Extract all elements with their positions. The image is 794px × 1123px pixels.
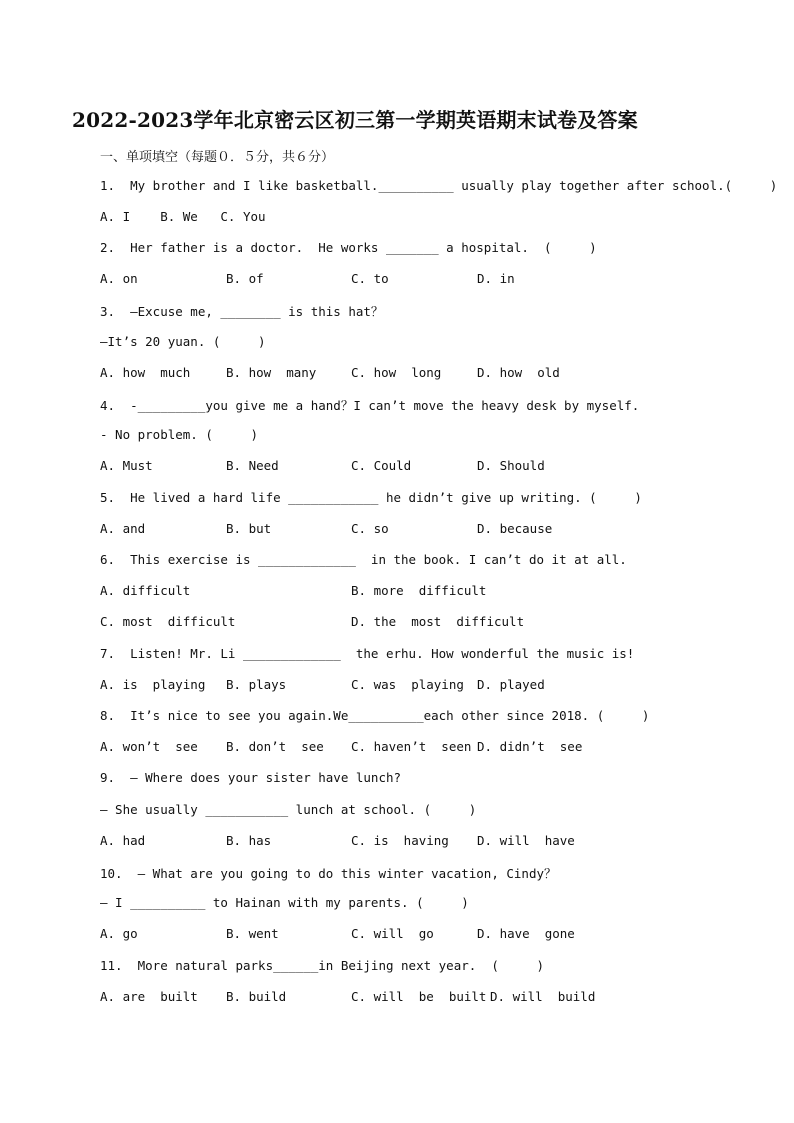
option-a: A. are built	[100, 989, 198, 1004]
option-a: A. and	[100, 521, 146, 536]
option-c: C. Could	[351, 458, 412, 473]
question-11: 11. More natural parks______in Beijing next year. ( )	[100, 958, 545, 973]
option-d: D. Should	[477, 458, 545, 473]
question-9-reply: — She usually ___________ lunch at school. ( )	[100, 802, 477, 817]
option-b: B. how many	[226, 365, 317, 380]
option-b: B. more difficult	[351, 583, 487, 598]
option-d: D. how old	[477, 365, 560, 380]
page-title: 2022-2023学年北京密云区初三第一学期英语期末试卷及答案	[72, 108, 638, 132]
option-d: D. because	[477, 521, 553, 536]
option-b: B. of	[226, 271, 264, 286]
option-d: D. didn’t see	[477, 739, 583, 754]
option-a: A. is playing	[100, 677, 206, 692]
option-b: B. but	[226, 521, 272, 536]
question-7: 7. Listen! Mr. Li _____________ the erhu. How wonderful the music is!	[100, 646, 635, 661]
question-5: 5. He lived a hard life ____________ he didn’t give up writing. ( )	[100, 490, 642, 505]
option-a: A. how much	[100, 365, 191, 380]
question-4-reply: - No problem. ( )	[100, 427, 259, 442]
question-6: 6. This exercise is _____________ in the book. I can’t do it at all.	[100, 552, 627, 567]
question-8: 8. It’s nice to see you again.We__________each other since 2018. ( )	[100, 708, 650, 723]
option-b: B. has	[226, 833, 272, 848]
option-b: B. don’t see	[226, 739, 324, 754]
option-c: C. to	[351, 271, 389, 286]
question-3-reply: —It’s 20 yuan. ( )	[100, 334, 266, 349]
question-10: 10. — What are you going to do this winter vacation, Cindy？	[100, 866, 557, 881]
option-c: C. how long	[351, 365, 442, 380]
option-c: C. haven’t seen	[351, 739, 472, 754]
question-1: 1. My brother and I like basketball.__________ usually play together after school.( )	[100, 178, 778, 193]
option-d: D. will build	[490, 989, 596, 1004]
section-heading: 一、单项填空（每题０．５分，共６分）	[100, 150, 335, 165]
option-a: A. Must	[100, 458, 153, 473]
option-c: C. most difficult	[100, 614, 236, 629]
option-c: C. will go	[351, 926, 434, 941]
option-a: A. on	[100, 271, 138, 286]
option-d: D. in	[477, 271, 515, 286]
option-d: D. will have	[477, 833, 575, 848]
option-d: D. the most difficult	[351, 614, 525, 629]
option-c: C. was playing	[351, 677, 464, 692]
question-4: 4. -_________you give me a hand？I can’t move the heavy desk by myself.	[100, 398, 640, 413]
option-d: D. have gone	[477, 926, 575, 941]
option-c: C. so	[351, 521, 389, 536]
option-b: B. build	[226, 989, 287, 1004]
question-3: 3. —Excuse me, ________ is this hat？	[100, 304, 384, 319]
option-b: B. Need	[226, 458, 279, 473]
option-a: A. difficult	[100, 583, 191, 598]
option-a: A. go	[100, 926, 138, 941]
option-b: B. plays	[226, 677, 287, 692]
question-10-reply: — I __________ to Hainan with my parents. ( )	[100, 895, 469, 910]
option-c: C. will be built	[351, 989, 487, 1004]
option-d: D. played	[477, 677, 545, 692]
question-1-options: A. I B. We C. You	[100, 209, 266, 224]
question-9: 9. — Where does your sister have lunch?	[100, 770, 402, 785]
option-a: A. won’t see	[100, 739, 198, 754]
question-2: 2. Her father is a doctor. He works _______ a hospital. ( )	[100, 240, 597, 255]
option-b: B. went	[226, 926, 279, 941]
option-a: A. had	[100, 833, 146, 848]
option-c: C. is having	[351, 833, 449, 848]
